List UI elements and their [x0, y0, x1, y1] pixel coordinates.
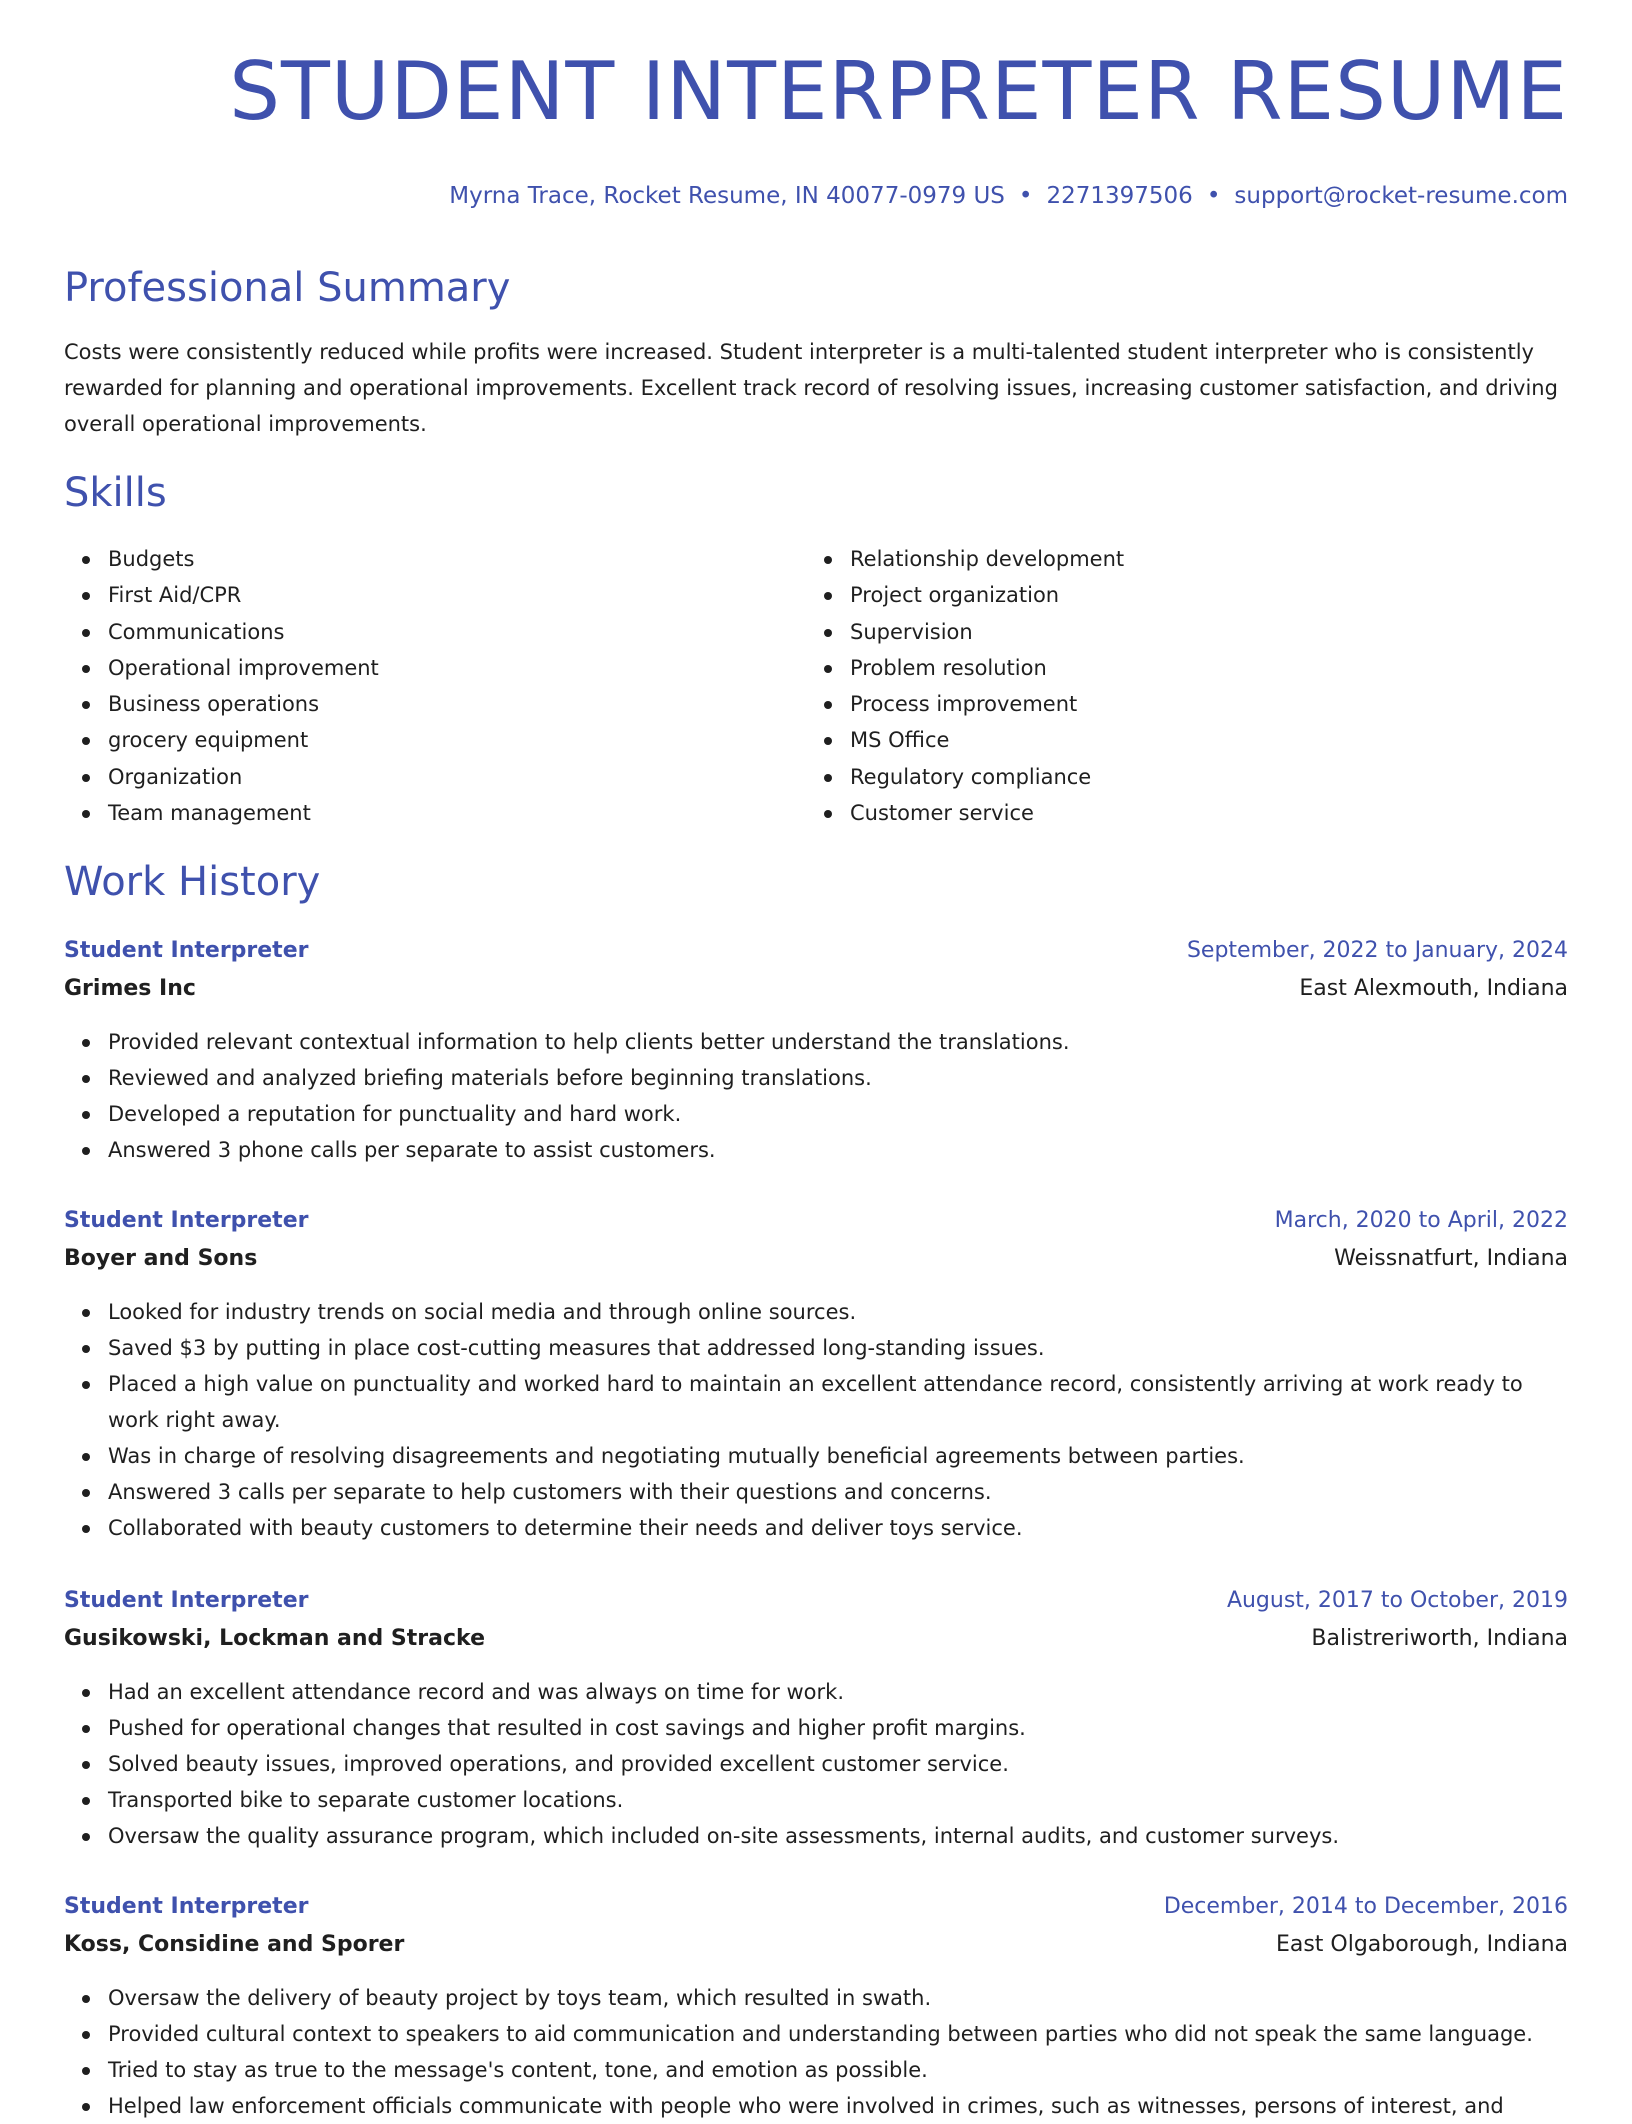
job-dates: March, 2020 to April, 2022 — [1274, 1208, 1568, 1233]
job-title: Student Interpreter — [64, 1588, 309, 1613]
job-location: East Olgaborough, Indiana — [1275, 1932, 1568, 1957]
job-bullet: Oversaw the delivery of beauty project by toys team, which resulted in swath. — [108, 1980, 1568, 2016]
contact-address: Myrna Trace, Rocket Resume, IN 40077-0979 US — [449, 183, 1005, 209]
job-header-row — [64, 1582, 1568, 1620]
skill-item: Process improvement — [850, 686, 1550, 722]
job-bullets — [64, 1024, 1568, 1168]
job-bullet: Answered 3 phone calls per separate to assist customers. — [108, 1132, 1568, 1168]
job-bullet: Collaborated with beauty customers to determine their needs and deliver toys service. — [108, 1510, 1568, 1546]
job-header-row — [64, 932, 1568, 970]
resume-title: STUDENT INTERPRETER RESUME — [229, 45, 1568, 138]
job-location: East Alexmouth, Indiana — [1299, 976, 1568, 1001]
job-location: Weissnatfurt, Indiana — [1334, 1246, 1568, 1271]
skill-item: MS Office — [850, 722, 1550, 758]
skill-item: grocery equipment — [108, 722, 808, 758]
contact-phone: 2271397506 — [1046, 183, 1193, 209]
job-bullet: Tried to stay as true to the message's content, tone, and emotion as possible. — [108, 2052, 1568, 2088]
summary-heading: Professional Summary — [64, 265, 511, 311]
skill-item: Communications — [108, 614, 808, 650]
summary-text: Costs were consistently reduced while profits were increased. Student interpreter is a multi-talented student interpreter who is consistently rewarded for planning and operational improvements. Excellent track record of resolving issues, increasing customer satisfaction, and driving overall operational improvements. — [64, 340, 1558, 436]
skills-list-left — [64, 541, 808, 831]
contact-email[interactable]: support@rocket-resume.com — [1234, 183, 1568, 209]
job-bullet: Pushed for operational changes that resulted in cost savings and higher profit margins. — [108, 1710, 1568, 1746]
skill-item: Business operations — [108, 686, 808, 722]
job-company: Koss, Considine and Sporer — [64, 1932, 405, 1957]
job-bullet: Saved $3 by putting in place cost-cutting measures that addressed long-standing issues. — [108, 1330, 1568, 1366]
job-bullets — [64, 1674, 1568, 1854]
skill-item: Supervision — [850, 614, 1550, 650]
skill-item: First Aid/CPR — [108, 577, 808, 613]
job-bullet: Provided relevant contextual information to help clients better understand the translations. — [108, 1024, 1568, 1060]
skill-item: Customer service — [850, 795, 1550, 831]
job-bullet: Answered 3 calls per separate to help customers with their questions and concerns. — [108, 1474, 1568, 1510]
skill-item: Project organization — [850, 577, 1550, 613]
skills-list-right — [806, 541, 1550, 831]
skill-item: Operational improvement — [108, 650, 808, 686]
contact-separator: • — [1018, 183, 1033, 209]
contact-separator: • — [1206, 183, 1221, 209]
job-company-row — [64, 1926, 1568, 1964]
job-bullet: Was in charge of resolving disagreements and negotiating mutually beneficial agreements between parties. — [108, 1438, 1568, 1474]
contact-line — [449, 181, 1568, 211]
job-entry — [64, 1202, 1568, 1546]
skill-item: Organization — [108, 759, 808, 795]
job-company-row — [64, 970, 1568, 1008]
job-title: Student Interpreter — [64, 1894, 309, 1919]
skill-item: Budgets — [108, 541, 808, 577]
job-entry — [64, 932, 1568, 1168]
job-company: Boyer and Sons — [64, 1246, 258, 1271]
skill-item: Problem resolution — [850, 650, 1550, 686]
job-bullet: Oversaw the quality assurance program, which included on-site assessments, internal audits, and customer surveys. — [108, 1818, 1568, 1854]
job-bullet: Helped law enforcement officials communicate with people who were involved in crimes, such as witnesses, persons of interest, and — [108, 2088, 1568, 2124]
skill-item: Regulatory compliance — [850, 759, 1550, 795]
job-bullet: Transported bike to separate customer locations. — [108, 1782, 1568, 1818]
job-header-row — [64, 1888, 1568, 1926]
job-location: Balistreriworth, Indiana — [1311, 1626, 1568, 1651]
job-bullet: Provided cultural context to speakers to aid communication and understanding between parties who did not speak the same language. — [108, 2016, 1568, 2052]
job-title: Student Interpreter — [64, 1208, 309, 1233]
skill-item: Team management — [108, 795, 808, 831]
job-bullet: Developed a reputation for punctuality and hard work. — [108, 1096, 1568, 1132]
job-company-row — [64, 1620, 1568, 1658]
skills-heading: Skills — [64, 470, 167, 516]
work-history-heading: Work History — [64, 859, 321, 905]
job-title: Student Interpreter — [64, 938, 309, 963]
job-dates: August, 2017 to October, 2019 — [1226, 1588, 1568, 1613]
job-bullet: Solved beauty issues, improved operations, and provided excellent customer service. — [108, 1746, 1568, 1782]
job-dates: September, 2022 to January, 2024 — [1186, 938, 1568, 963]
job-bullet: Looked for industry trends on social media and through online sources. — [108, 1294, 1568, 1330]
job-header-row — [64, 1202, 1568, 1240]
job-entry — [64, 1582, 1568, 1854]
job-company: Grimes Inc — [64, 976, 196, 1001]
job-bullets — [64, 1980, 1568, 2124]
job-dates: December, 2014 to December, 2016 — [1163, 1894, 1568, 1919]
job-bullet: Reviewed and analyzed briefing materials before beginning translations. — [108, 1060, 1568, 1096]
job-bullets — [64, 1294, 1568, 1546]
job-company: Gusikowski, Lockman and Stracke — [64, 1626, 485, 1651]
job-bullet: Had an excellent attendance record and was always on time for work. — [108, 1674, 1568, 1710]
job-entry — [64, 1888, 1568, 2124]
job-company-row — [64, 1240, 1568, 1278]
job-bullet: Placed a high value on punctuality and worked hard to maintain an excellent attendance record, consistently arriving at work ready to work right away. — [108, 1366, 1568, 1438]
skill-item: Relationship development — [850, 541, 1550, 577]
